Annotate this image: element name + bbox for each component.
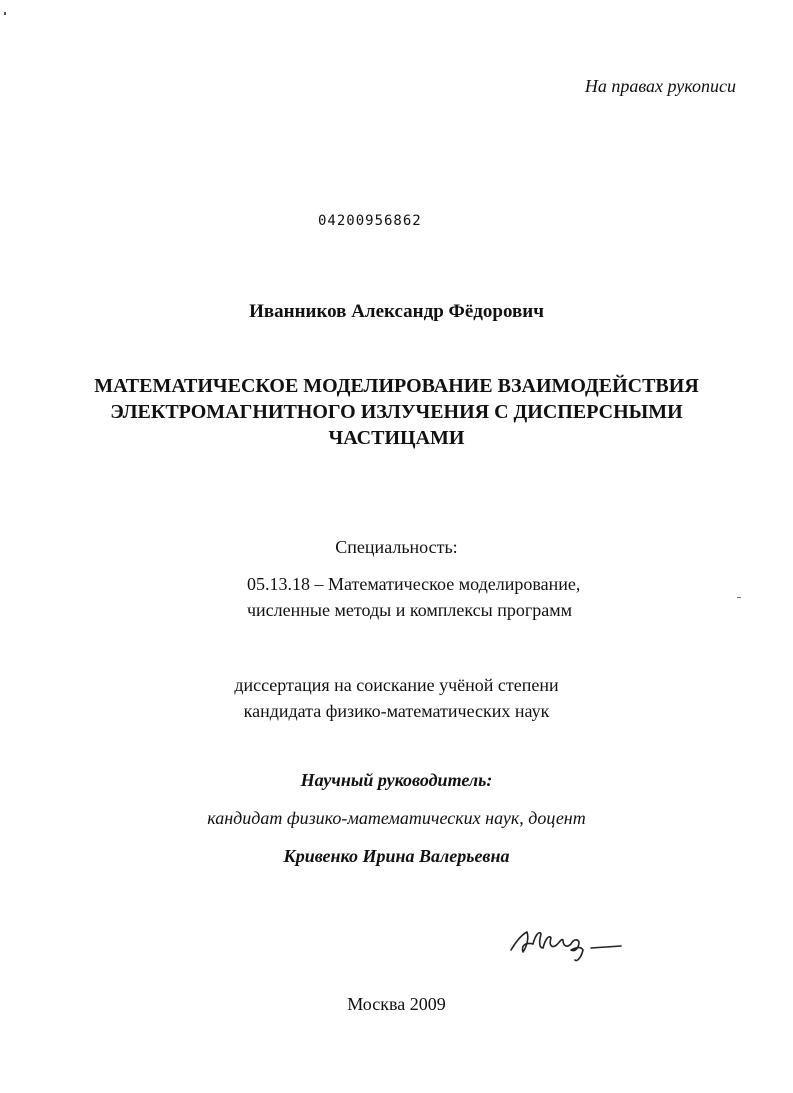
scan-speck (737, 597, 741, 598)
dissertation-title (0, 373, 793, 451)
city-year: Москва 2009 (347, 994, 446, 1014)
degree-line: кандидата физико-математических наук (243, 701, 550, 721)
advisor-label: Научный руководитель: (300, 770, 493, 790)
specialty-line: 05.13.18 – Математическое моделирование, (247, 574, 581, 594)
specialty-line: численные методы и комплексы программ (247, 600, 573, 620)
scan-speck (4, 12, 6, 15)
degree-statement (0, 672, 793, 724)
advisor-name: Кривенко Ирина Валерьевна (283, 846, 510, 866)
author-name: Иванников Александр Фёдорович (249, 301, 544, 322)
degree-line: диссертация на соискание учёной степени (234, 675, 559, 695)
specialty-description (247, 571, 580, 623)
title-line: ЭЛЕКТРОМАГНИТНОГО ИЗЛУЧЕНИЯ С ДИСПЕРСНЫМИ (110, 401, 683, 423)
signature-icon (505, 918, 625, 966)
advisor-title: кандидат физико-математических наук, доцент (207, 808, 586, 828)
catalog-number: 04200956862 (318, 213, 422, 229)
title-line: ЧАСТИЦАМИ (328, 427, 465, 449)
specialty-label: Специальность: (335, 537, 458, 557)
manuscript-note: На правах рукописи (584, 76, 736, 96)
title-line: МАТЕМАТИЧЕСКОЕ МОДЕЛИРОВАНИЕ ВЗАИМОДЕЙСТВИЯ (94, 375, 699, 397)
